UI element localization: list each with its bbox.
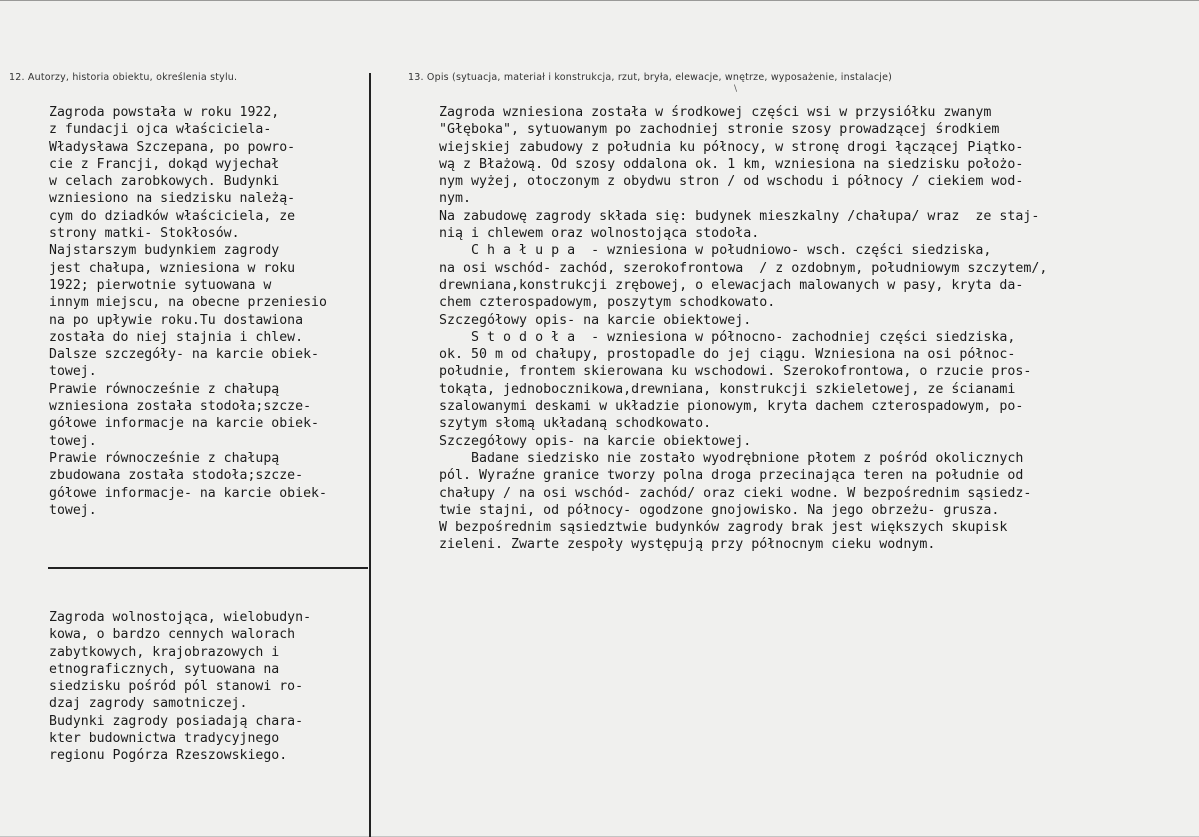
stray-mark: \	[734, 84, 738, 94]
text-line: towej.	[49, 433, 97, 449]
text-line: Szczegółowy opis- na karcie obiektowej.	[439, 433, 752, 449]
text-line: drewniana,konstrukcji zrębowej, o elewacjach malowanych w pasy, kryta da-	[439, 277, 1024, 293]
text-line: Prawie równocześnie z chałupą	[49, 450, 280, 466]
text-line: z fundacji ojca właściciela-	[49, 122, 272, 138]
text-line: innym miejscu, na obecne przeniesio	[49, 295, 327, 311]
text-line: Szczegółowy opis- na karcie obiektowej.	[439, 312, 752, 328]
text-line: nym wyżej, otoczonym z obydwu stron / od wschodu i północy / ciekiem wod-	[439, 174, 1024, 190]
text-line: Budynki zagrody posiadają chara-	[49, 713, 304, 729]
text-line: Zagroda wzniesiona została w środkowej części wsi w przysiółku zwanym	[439, 105, 992, 120]
text-line: siedzisku pośród pól stanowi ro-	[49, 679, 304, 695]
text-line: nią i chlewem oraz wolnostojąca stodoła.	[439, 226, 760, 242]
text-line: towej.	[49, 502, 97, 518]
text-line: chem czterospadowym, poszytym schodkowato.	[439, 295, 776, 311]
text-line: wzniesiono na siedzisku należą-	[49, 191, 296, 207]
text-line: pól. Wyraźne granice tworzy polna droga przecinająca teren na południe od	[439, 468, 1024, 484]
text-line: kter budownictwa tradycyjnego	[49, 731, 280, 747]
text-line: została do niej stajnia i chlew.	[49, 329, 304, 345]
text-line: Najstarszym budynkiem zagrody	[49, 243, 280, 259]
text-line: zieleni. Zwarte zespoły występują przy północnym cieku wodnym.	[439, 537, 936, 553]
text-line: południe, frontem skierowana ku wschodowi. Szerokofrontowa, o rzucie pros-	[439, 364, 1032, 380]
text-line: Badane siedzisko nie zostało wyodrębnione płotem z pośród okolicznych	[439, 450, 1024, 466]
text-line: gółowe informacje- na karcie obiek-	[49, 485, 327, 501]
text-line: tokąta, jednobocznikowa,drewniana, konstrukcji szkieletowej, ze ścianami	[439, 381, 1016, 397]
history-text	[49, 104, 327, 519]
text-line: "Głęboka", sytuowanym po zachodniej stronie szosy prowadzącej środkiem	[439, 122, 1000, 138]
text-line: wiejskiej zabudowy z południa ku północy, w stronę drogi łączącej Piątko-	[439, 139, 1024, 155]
text-line: szytym słomą układaną schodkowato.	[439, 416, 712, 432]
text-line: strony matki- Stokłosów.	[49, 226, 240, 242]
text-line: Zagroda powstała w roku 1922,	[49, 105, 280, 120]
text-line: ok. 50 m od chałupy, prostopadle do jej ciągu. Wzniesiona na osi północ-	[439, 347, 1016, 363]
text-line: zabytkowych, krajobrazowych i	[49, 644, 280, 660]
text-line: cie z Francji, dokąd wyjechał	[49, 156, 280, 172]
text-line: regionu Pogórza Rzeszowskiego.	[49, 748, 288, 764]
text-line: zbudowana została stodoła;szcze-	[49, 468, 304, 484]
column-divider	[369, 73, 371, 837]
text-line: Prawie równocześnie z chałupą	[49, 381, 280, 397]
text-line: cym do dziadków właściciela, ze	[49, 208, 296, 224]
text-line: twie stajni, od północy- ogodzone gnojowisko. Na jego obrzeżu- grusza.	[439, 502, 1000, 518]
text-line: na po upływie roku.Tu dostawiona	[49, 312, 304, 328]
text-line: jest chałupa, wzniesiona w roku	[49, 260, 296, 276]
section-13-header: 13. Opis (sytuacja, materiał i konstrukcja, rzut, bryła, elewacje, wnętrze, wyposażenie, instalacje)	[408, 72, 893, 83]
text-line: C h a ł u p a - wzniesiona w południowo- wsch. części siedziska,	[439, 243, 992, 259]
text-line: w celach zarobkowych. Budynki	[49, 174, 280, 190]
text-line: towej.	[49, 364, 97, 380]
text-line: nym.	[439, 191, 472, 207]
text-line: S t o d o ł a - wzniesiona w północno- zachodniej części siedziska,	[439, 329, 1016, 345]
text-line: wą z Błażową. Od szosy oddalona ok. 1 km, wzniesiona na siedzisku położo-	[439, 156, 1024, 172]
text-line: na osi wschód- zachód, szerokofrontowa / z ozdobnym, południowym szczytem/,	[439, 260, 1048, 276]
text-line: 1922; pierwotnie sytuowana w	[49, 277, 272, 293]
text-line: W bezpośrednim sąsiedztwie budynków zagrody brak jest większych skupisk	[439, 520, 1008, 536]
text-line: kowa, o bardzo cennych walorach	[49, 627, 296, 643]
text-line: chałupy / na osi wschód- zachód/ oraz cieki wodne. W bezpośrednim sąsiedz-	[439, 485, 1032, 501]
description-text	[439, 104, 1047, 554]
text-line: Władysława Szczepana, po powro-	[49, 139, 296, 155]
text-line: dzaj zagrody samotniczej.	[49, 696, 248, 712]
text-line: Zagroda wolnostojąca, wielobudyn-	[49, 610, 312, 625]
text-line: Na zabudowę zagrody składa się: budynek mieszkalny /chałupa/ wraz ze staj-	[439, 208, 1040, 224]
section-12-header: 12. Autorzy, historia obiektu, określenia stylu.	[9, 72, 238, 83]
text-line: etnograficznych, sytuowana na	[49, 661, 280, 677]
style-summary-text	[49, 609, 311, 765]
text-line: Dalsze szczegóły- na karcie obiek-	[49, 347, 319, 363]
text-line: wzniesiona została stodoła;szcze-	[49, 399, 312, 415]
text-line: gółowe informacje na karcie obiek-	[49, 416, 319, 432]
text-line: szalowanymi deskami w układzie pionowym, kryta dachem czterospadowym, po-	[439, 399, 1024, 415]
section-divider-line	[48, 567, 368, 569]
